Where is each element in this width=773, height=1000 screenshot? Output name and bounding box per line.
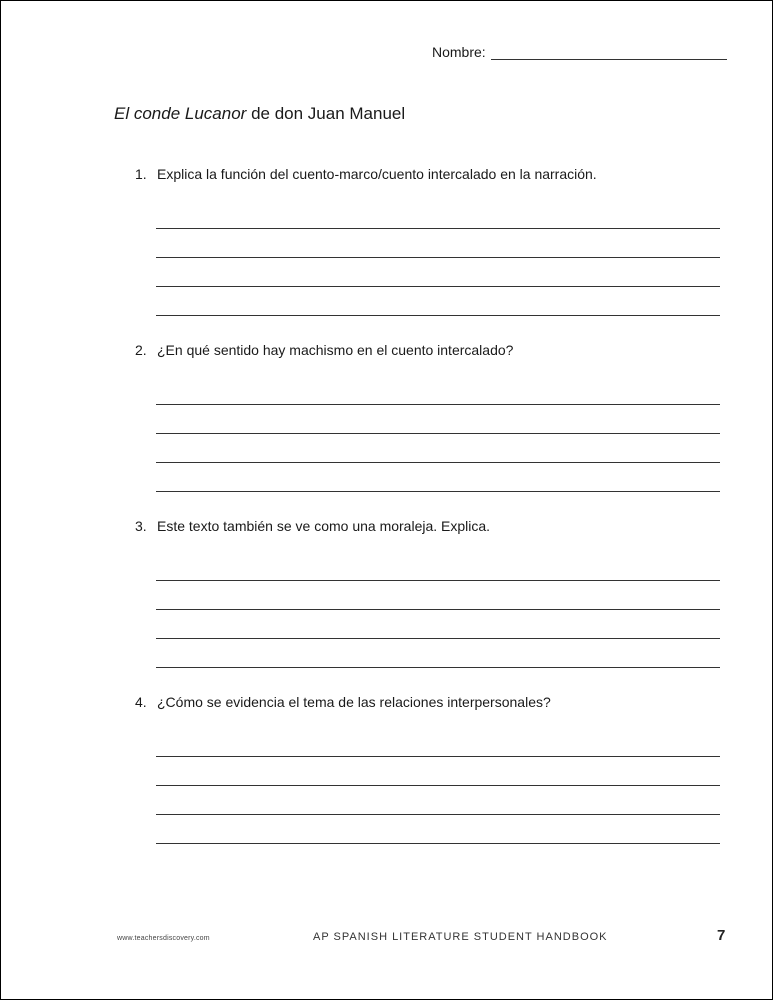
question-number: 3. <box>135 518 147 534</box>
answer-area[interactable] <box>156 200 720 316</box>
footer-title: AP SPANISH LITERATURE STUDENT HANDBOOK <box>313 931 608 943</box>
answer-line[interactable] <box>156 463 720 492</box>
answer-line[interactable] <box>156 258 720 287</box>
question-number: 2. <box>135 342 147 358</box>
answer-line[interactable] <box>156 434 720 463</box>
answer-area[interactable] <box>156 552 720 668</box>
question-4 <box>135 693 720 844</box>
answer-line[interactable] <box>156 200 720 229</box>
answer-line[interactable] <box>156 786 720 815</box>
answer-area[interactable] <box>156 728 720 844</box>
answer-line[interactable] <box>156 610 720 639</box>
title-work: El conde Lucanor <box>114 104 247 123</box>
question-3 <box>135 517 720 668</box>
question-number: 4. <box>135 694 147 710</box>
name-blank-line[interactable] <box>491 43 727 60</box>
answer-line[interactable] <box>156 287 720 316</box>
question-number: 1. <box>135 166 147 182</box>
title-author: de don Juan Manuel <box>251 104 406 123</box>
page-title <box>114 104 405 124</box>
name-field <box>432 43 727 60</box>
answer-line[interactable] <box>156 552 720 581</box>
answer-line[interactable] <box>156 405 720 434</box>
question-text: ¿Cómo se evidencia el tema de las relaciones interpersonales? <box>157 694 551 710</box>
answer-line[interactable] <box>156 581 720 610</box>
answer-line[interactable] <box>156 815 720 844</box>
answer-line[interactable] <box>156 639 720 668</box>
name-label: Nombre: <box>432 44 486 60</box>
question-text: ¿En qué sentido hay machismo en el cuento intercalado? <box>157 342 514 358</box>
answer-line[interactable] <box>156 229 720 258</box>
answer-line[interactable] <box>156 376 720 405</box>
question-1 <box>135 165 720 316</box>
page-number: 7 <box>717 927 726 944</box>
footer-url: www.teachersdiscovery.com <box>117 935 210 942</box>
question-text: Este texto también se ve como una moraleja. Explica. <box>157 518 491 534</box>
question-text: Explica la función del cuento-marco/cuento intercalado en la narración. <box>157 166 597 182</box>
question-2 <box>135 341 720 492</box>
answer-area[interactable] <box>156 376 720 492</box>
answer-line[interactable] <box>156 728 720 757</box>
answer-line[interactable] <box>156 757 720 786</box>
